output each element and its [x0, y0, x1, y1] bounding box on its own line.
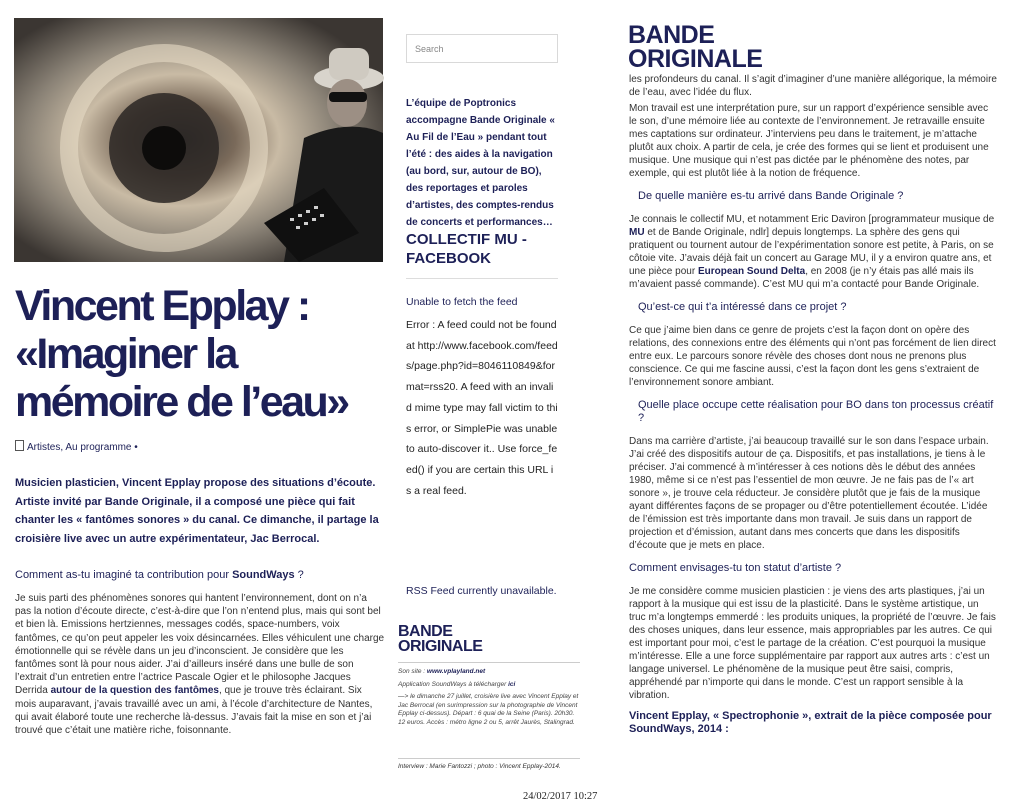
feed-error-title: Unable to fetch the feed	[406, 296, 518, 308]
answer-contribution: Je suis parti des phénomènes sonores qui hantent l’environnement, dont on n’a pas la notion d’écoute directe, c’est-à-dire que l’on n’entend plus, mais qui sont bel et bien là. Emissions hertziennes, messages codés, space-numbers, voix fantômes, ce qu’on peut appeler les voix désincarnées. Elles véhiculent une charge émotionnelle qui se révèle dans un jeu d’inconscient. Je considère que les fantômes sont là pour nous aider. J’ai d’ailleurs inséré dans une bulle de son l’extrait d’un entretien entre l’actrice Pascale Ogier et le philosophe Jacques Derrida autour de la question des fantômes, que je trouve très éclairant. Six mois auparavant, j’avais travaillé avec un ami, à l’école d’architecture de Nantes, qui avait élaboré toute une recherche là-dessus. J’avais fait la mise en son et j’ai trouvé que c’était une matière riche, foisonnante.	[15, 593, 385, 737]
question-interest: Qu’est-ce qui t’a intéressé dans ce projet ?	[638, 301, 847, 313]
soundways-link[interactable]: SoundWays	[232, 569, 295, 581]
soundways-app-link[interactable]: ici	[508, 680, 516, 688]
article-title: Vincent Epplay : «Imaginer la mémoire de l’eau»	[15, 282, 348, 426]
search-input[interactable]	[406, 34, 558, 63]
divider	[398, 758, 580, 759]
hero-photo	[14, 18, 383, 262]
divider	[398, 662, 580, 663]
paragraph: Je connais le collectif MU, et notamment Eric Daviron [programmateur musique de MU et de Bande Originale, ndlr] depuis longtemps. La sphère des gens qui pratiquent ou tournent autour de l’expérimentation sonore est petite, à Paris, on se côtoie vite. J’avais déjà fait un concert au Garage MU, il y a environ quatre ans, et une pièce pour European Sound Delta, en 2008 (je n’y étais pas allé mais ils m’avaient passé commande). C’est MU qui m’a contacté pour Bande Originale.	[629, 214, 995, 290]
european-sound-delta-link[interactable]: European Sound Delta	[697, 266, 806, 277]
question-contribution: Comment as-tu imaginé ta contribution pour SoundWays ?	[15, 569, 304, 581]
article-credits: Son site : www.vplayland.net Application SoundWays à télécharger ici —> le dimanche 27 juillet, croisière live avec Vincent Epplay et Jac Berrocal (en surimpression sur la photographie de Vincent Epplay ci-dessus). Départ : 6 quai de la Seine (Paris). 20h30. 12 euros. Accès : métro ligne 2 ou 5, arrêt Jaurès, Stalingrad.	[398, 668, 582, 731]
mu-link[interactable]: MU	[629, 227, 645, 238]
clipped-line: les profondeurs du canal. Il s’agit d’imaginer d’une manière allégorique, la mémoire de l’eau, avec l’idée du flux.	[629, 74, 997, 98]
cruise-info: —> le dimanche 27 juillet, croisière live avec Vincent Epplay et Jac Berrocal (en surimpression sur la photographie de Vincent Epplay ci-dessus). Départ : 6 quai de la Seine (Paris). 20h30. 12 euros. Accès : métro ligne 2 ou 5, arrêt Jaurès, Stalingrad.	[398, 693, 579, 726]
document-icon	[15, 440, 24, 451]
bande-originale-header-logo[interactable]: BANDE ORIGINALE	[628, 21, 763, 73]
question-place: Quelle place occupe cette réalisation pour BO dans ton processus créatif ?	[638, 399, 994, 424]
question-status: Comment envisages-tu ton statut d’artiste ?	[629, 562, 842, 574]
divider	[406, 278, 558, 279]
article-categories-link[interactable]: Artistes, Au programme •	[27, 442, 138, 453]
rss-unavailable: RSS Feed currently unavailable.	[406, 585, 557, 597]
paragraph: Je me considère comme musicien plasticien : je viens des arts plastiques, j’ai un rapport à la musique qui est issu de la plasticité. Dans le système artistique, un truc m’a longtemps emmerdé : les produits uniques, la propriété de l’œuvre. Je fais des choses uniques, dans leur essence, mais appropriables par les autres. Ce qui est important pour moi, c’est le partage de la création. C’est pourquoi la musique m’intéresse. Elle a une force supplémentaire par rapport aux autres arts : c’est un langage universel. Le phénomène de la musique peut être saisi, compris, appréhendé par n’importe qui dans le monde. C’est un rapport sensible à la vibration.	[629, 586, 996, 701]
question-arrival: De quelle manière es-tu arrivé dans Bande Originale ?	[638, 190, 904, 202]
article-lead: Musicien plasticien, Vincent Epplay propose des situations d’écoute. Artiste invité par Bande Originale, il a composé une pièce qui fait chanter les « fantômes sonores » du canal. Ce dimanche, il partage la croisière live avec un autre expérimentateur, Jac Berrocal.	[15, 477, 379, 545]
print-timestamp: 24/02/2017 10:27	[523, 791, 598, 802]
feed-error-message: Error : A feed could not be found at http://www.facebook.com/feeds/page.php?id=8046110849&format=rss20. A feed with an invalid mime type may fall victim to this error, or SimplePie was unable to auto-discover it.. Use force_feed() if you are certain this URL is a real feed.	[406, 319, 558, 497]
paragraph: Ce que j’aime bien dans ce genre de projets c’est la façon dont on opère des relations, des connexions entre des éléments qui n’ont pas forcément de lien direct entre eux. Le parcours sonore révèle des choses dont nous ne prenons plus conscience. Ce qui me fascine aussi, c’est la façon dont les gens s’extraient de l’environnement sonore ambiant.	[629, 325, 996, 388]
paragraph: Mon travail est une interprétation pure, sur un rapport d’expérience sensible avec le son, d’une mémoire liée au contexte de l’environnement. Je retravaille ensuite mes captations sur ordinateur. J’interviens peu dans le traitement, je m’attache plutôt aux choix. A partir de cela, je crée des formes qui se lient et produisent une musique. Une musique qui n’est pas dictée par le phénomène des notes, par exemple, qui est plutôt liée à la notion de fréquence.	[629, 103, 989, 179]
paragraph: Dans ma carrière d’artiste, j’ai beaucoup travaillé sur le son dans l’espace urbain. J’ai créé des dispositifs autour de ça. Dispositifs, et pas installations, je tiens à le préciser. J’ai commencé à m’intéresser à ces notions dès le début des années 1980, même si ce n’est pas l’essentiel de mon œuvre. Je ne fais pas de l’« art sonore », je trouve cela réducteur. Je considère plutôt que je fais de la musique ayant différentes façons de se propager ou d’être potentiellement écoutée. L’idée de l’émission est très importante dans mon travail. Je suis dans un rapport de projection et d’émission, autant dans mes concerts que dans les dispositifs d’écoute que je mets en place.	[629, 436, 989, 551]
poptronics-promo: L’équipe de Poptronics accompagne Bande Originale « Au Fil de l’Eau » pendant tout l’été : des aides à la navigation (au bord, sur, autour de BO), des reportages et paroles d’artistes, des comptes-rendus de concerts et performances…	[406, 98, 555, 228]
fantomes-link[interactable]: autour de la question des fantômes	[50, 685, 219, 697]
audio-caption: Vincent Epplay, « Spectrophonie », extrait de la pièce composée pour SoundWays, 2014 :	[629, 710, 992, 735]
collectif-mu-facebook-heading: COLLECTIF MU - FACEBOOK	[406, 231, 527, 267]
article-meta	[15, 440, 138, 453]
hero-photo-illustration	[14, 18, 383, 262]
article-continuation	[629, 74, 997, 744]
bande-originale-logo[interactable]: BANDE ORIGINALE	[398, 623, 483, 656]
artist-site-link[interactable]: www.vplayland.net	[426, 668, 486, 675]
interview-credit: Interview : Marie Fantozzi ; photo : Vincent Epplay-2014.	[398, 763, 561, 770]
